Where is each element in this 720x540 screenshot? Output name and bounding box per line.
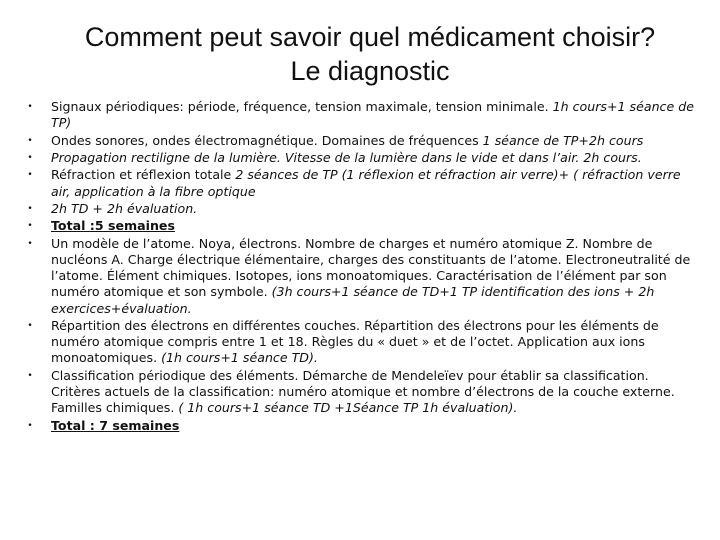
bullet-icon: • (27, 203, 33, 214)
slide-title (40, 20, 700, 88)
item-detail: ( 1h cours+1 séance TD +1Séance TP 1h évaluation). (178, 400, 518, 416)
slide-title-line-2: Le diagnostic (290, 56, 450, 86)
bullet-icon: • (27, 420, 33, 431)
total-label: Total :5 semaines (51, 218, 175, 234)
bullet-icon: • (27, 102, 33, 112)
item-detail: 1h cours+1 séance de TP) (51, 99, 694, 131)
item-detail: 2 séances de TP (1 réflexion et réfraction air verre)+ ( réfraction verre air, application à la fibre optique (51, 167, 681, 199)
bullet-icon: • (27, 152, 33, 163)
bullet-icon: • (27, 370, 33, 381)
list-item-atome (24, 236, 694, 317)
bullet-icon: • (27, 170, 33, 181)
bullet-icon: • (27, 238, 33, 249)
list-item-evaluation (24, 201, 694, 217)
list-item-propagation (24, 150, 694, 166)
item-text: Répartition des électrons en différentes couches. Répartition des électrons pour les éléments de numéro atomique compris entre 1 et 18. Règles du « duet » et de l’octet. Application aux ions monoatomiques. (51, 317, 659, 366)
bullet-list (24, 99, 694, 435)
item-detail: Propagation rectiligne de la lumière. Vitesse de la lumière dans le vide et dans l’air. 2h cours. (51, 149, 642, 165)
list-item-total-2 (24, 418, 694, 434)
item-text: Classification périodique des éléments. Démarche de Mendeleïev pour établir sa classification. Critères actuels de la classification: numéro atomique et nombre d’électrons de la couche externe. Familles chimiques. (51, 367, 675, 416)
slide-title-line-1: Comment peut savoir quel médicament choisir? (84, 22, 656, 52)
list-item-signaux (24, 99, 694, 131)
item-text: Ondes sonores, ondes électromagnétique. Domaines de fréquences (51, 132, 479, 148)
list-item-classification (24, 368, 694, 417)
list-item-electrons (24, 318, 694, 367)
list-item-total-1 (24, 218, 694, 234)
item-detail: 1 séance de TP+2h cours (482, 132, 644, 148)
list-item-refraction (24, 167, 694, 199)
item-detail: (1h cours+1 séance TD). (161, 350, 318, 366)
item-text: Un modèle de l’atome. Noya, électrons. Nombre de charges et numéro atomique Z. Nombre de nucléons A. Charge électrique élémentaire, charges des constituants de l’atome. Electroneutralité de l’atome. Élément chimiques. Isotopes, ions monoatomiques. Caractérisation de l’élément par son numéro atomique et son symbole. (51, 235, 691, 300)
item-text: Réfraction et réflexion totale (51, 167, 232, 183)
total-label: Total : 7 semaines (51, 417, 180, 433)
bullet-icon: • (27, 135, 33, 146)
bullet-icon: • (27, 320, 33, 331)
item-text: Signaux périodiques: période, fréquence, tension maximale, tension minimale. (51, 99, 549, 114)
item-detail: (3h cours+1 séance de TD+1 TP identification des ions + 2h exercices+évaluation. (51, 284, 655, 316)
list-item-ondes (24, 133, 694, 149)
item-detail: 2h TD + 2h évaluation. (51, 200, 198, 216)
bullet-icon: • (27, 221, 33, 232)
